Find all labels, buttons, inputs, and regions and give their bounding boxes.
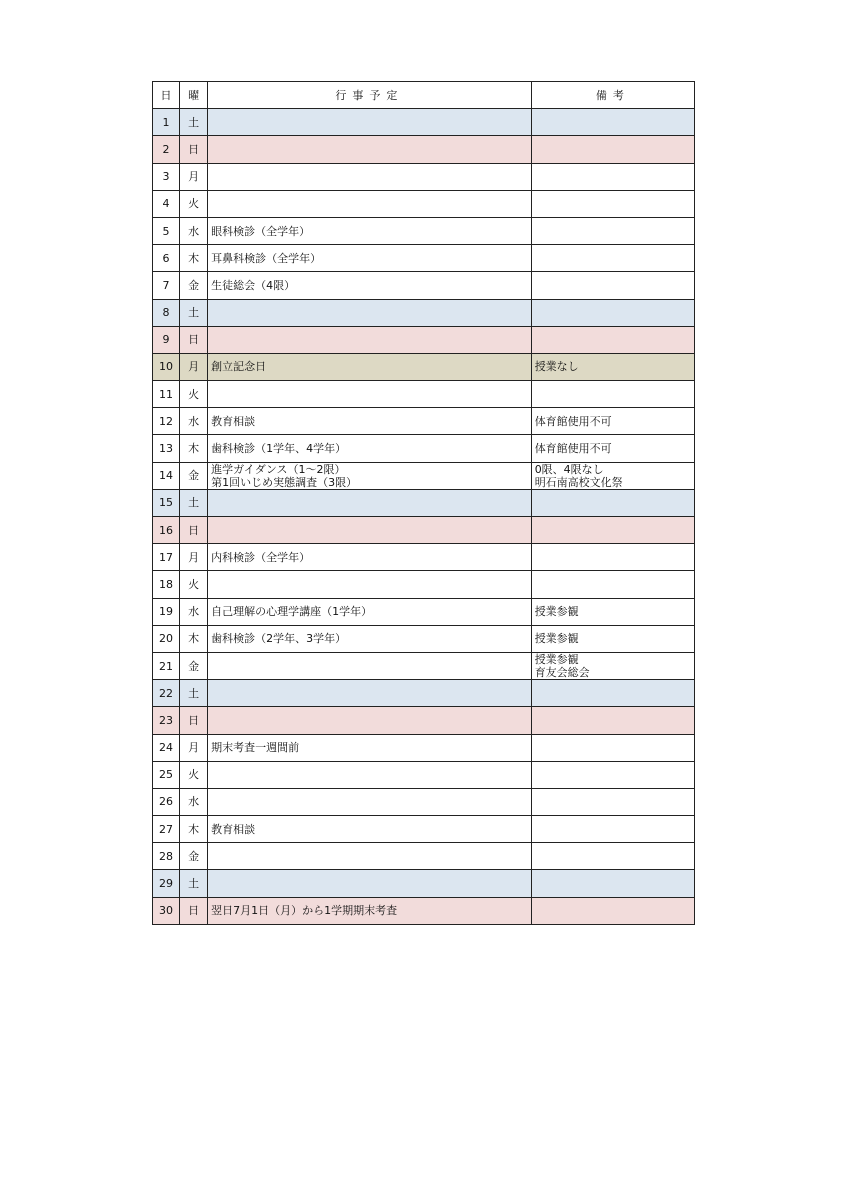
day-cell: 14 <box>153 462 180 489</box>
table-row <box>153 462 695 489</box>
table-row <box>153 109 695 136</box>
notes-cell <box>531 680 694 707</box>
table-row <box>153 571 695 598</box>
events-cell <box>208 816 532 843</box>
note-text: 授業参観 <box>534 605 579 619</box>
header-notes: 備考 <box>531 82 694 109</box>
weekday-cell: 木 <box>180 625 208 652</box>
table-row <box>153 272 695 299</box>
events-cell <box>208 435 532 462</box>
day-cell: 6 <box>153 245 180 272</box>
weekday-cell: 日 <box>180 326 208 353</box>
header-day: 日 <box>153 82 180 109</box>
notes-cell <box>531 462 694 489</box>
weekday-cell: 金 <box>180 462 208 489</box>
table-body <box>153 109 695 925</box>
notes-cell <box>531 843 694 870</box>
header-weekday: 曜 <box>180 82 208 109</box>
events-cell <box>208 788 532 815</box>
event-text: 歯科検診（2学年、3学年） <box>211 632 347 646</box>
event-text: 翌日7月1日（月）から1学期期末考査 <box>211 904 398 918</box>
table-row <box>153 897 695 924</box>
events-cell <box>208 870 532 897</box>
notes-cell <box>531 109 694 136</box>
notes-cell <box>531 489 694 516</box>
notes-cell <box>531 598 694 625</box>
table-row <box>153 761 695 788</box>
event-text: 進学ガイダンス（1～2限） <box>211 462 346 476</box>
events-cell <box>208 544 532 571</box>
day-cell: 16 <box>153 517 180 544</box>
day-cell: 5 <box>153 217 180 244</box>
weekday-cell: 土 <box>180 299 208 326</box>
day-cell: 25 <box>153 761 180 788</box>
day-cell: 27 <box>153 816 180 843</box>
weekday-cell: 土 <box>180 870 208 897</box>
table-row <box>153 870 695 897</box>
event-text: 自己理解の心理学講座（1学年） <box>211 605 373 619</box>
notes-cell <box>531 816 694 843</box>
notes-cell <box>531 408 694 435</box>
header-events: 行事予定 <box>208 82 532 109</box>
note-text: 体育館使用不可 <box>534 442 612 456</box>
event-text: 教育相談 <box>211 822 256 836</box>
note-text: 0限、4限なし <box>534 462 604 476</box>
day-cell: 1 <box>153 109 180 136</box>
weekday-cell: 金 <box>180 272 208 299</box>
weekday-cell: 木 <box>180 435 208 462</box>
day-cell: 20 <box>153 625 180 652</box>
table-row <box>153 625 695 652</box>
day-cell: 18 <box>153 571 180 598</box>
note-text: 授業なし <box>534 360 579 374</box>
table-row <box>153 245 695 272</box>
day-cell: 29 <box>153 870 180 897</box>
events-cell <box>208 326 532 353</box>
weekday-cell: 月 <box>180 544 208 571</box>
events-cell <box>208 625 532 652</box>
table-row <box>153 353 695 380</box>
weekday-cell: 木 <box>180 816 208 843</box>
note-text: 授業参観 <box>534 653 579 667</box>
notes-cell <box>531 625 694 652</box>
weekday-cell: 日 <box>180 897 208 924</box>
table-header <box>153 82 695 109</box>
weekday-cell: 火 <box>180 571 208 598</box>
day-cell: 15 <box>153 489 180 516</box>
notes-cell <box>531 381 694 408</box>
table-row <box>153 136 695 163</box>
table-row <box>153 598 695 625</box>
table-row <box>153 163 695 190</box>
events-cell <box>208 109 532 136</box>
table-row <box>153 788 695 815</box>
day-cell: 3 <box>153 163 180 190</box>
notes-cell <box>531 707 694 734</box>
day-cell: 23 <box>153 707 180 734</box>
events-cell <box>208 136 532 163</box>
event-text: 期末考査一週間前 <box>211 741 300 755</box>
table-row <box>153 217 695 244</box>
notes-cell <box>531 272 694 299</box>
notes-cell <box>531 299 694 326</box>
table-row <box>153 435 695 462</box>
table-row <box>153 734 695 761</box>
table-row <box>153 381 695 408</box>
table-row <box>153 326 695 353</box>
events-cell <box>208 163 532 190</box>
header-row <box>153 82 695 109</box>
weekday-cell: 水 <box>180 788 208 815</box>
table-row <box>153 190 695 217</box>
notes-cell <box>531 544 694 571</box>
events-cell <box>208 272 532 299</box>
weekday-cell: 日 <box>180 517 208 544</box>
notes-cell <box>531 897 694 924</box>
note-text: 明石南高校文化祭 <box>534 475 623 489</box>
events-cell <box>208 217 532 244</box>
events-cell <box>208 897 532 924</box>
event-text: 第1回いじめ実態調査（3限） <box>211 475 358 489</box>
events-cell <box>208 680 532 707</box>
table-row <box>153 652 695 679</box>
table-row <box>153 680 695 707</box>
events-cell <box>208 245 532 272</box>
day-cell: 26 <box>153 788 180 815</box>
day-cell: 24 <box>153 734 180 761</box>
day-cell: 12 <box>153 408 180 435</box>
events-cell <box>208 517 532 544</box>
schedule-table <box>152 81 695 925</box>
notes-cell <box>531 353 694 380</box>
events-cell <box>208 734 532 761</box>
event-text: 眼科検診（全学年） <box>211 224 311 238</box>
day-cell: 8 <box>153 299 180 326</box>
events-cell <box>208 353 532 380</box>
weekday-cell: 金 <box>180 652 208 679</box>
events-cell <box>208 381 532 408</box>
table-row <box>153 408 695 435</box>
events-cell <box>208 707 532 734</box>
events-cell <box>208 489 532 516</box>
day-cell: 10 <box>153 353 180 380</box>
day-cell: 28 <box>153 843 180 870</box>
events-cell <box>208 652 532 679</box>
weekday-cell: 月 <box>180 353 208 380</box>
events-cell <box>208 761 532 788</box>
weekday-cell: 火 <box>180 190 208 217</box>
weekday-cell: 水 <box>180 598 208 625</box>
day-cell: 19 <box>153 598 180 625</box>
notes-cell <box>531 788 694 815</box>
events-cell <box>208 843 532 870</box>
event-text: 生徒総会（4限） <box>211 278 296 292</box>
weekday-cell: 土 <box>180 680 208 707</box>
table-row <box>153 489 695 516</box>
day-cell: 9 <box>153 326 180 353</box>
table-row <box>153 299 695 326</box>
event-text: 教育相談 <box>211 414 256 428</box>
table-row <box>153 517 695 544</box>
note-text: 体育館使用不可 <box>534 414 612 428</box>
day-cell: 2 <box>153 136 180 163</box>
table-row <box>153 707 695 734</box>
notes-cell <box>531 734 694 761</box>
notes-cell <box>531 870 694 897</box>
weekday-cell: 月 <box>180 163 208 190</box>
event-text: 歯科検診（1学年、4学年） <box>211 442 347 456</box>
events-cell <box>208 299 532 326</box>
day-cell: 22 <box>153 680 180 707</box>
events-cell <box>208 408 532 435</box>
day-cell: 11 <box>153 381 180 408</box>
event-text: 創立記念日 <box>211 360 267 374</box>
note-text: 授業参観 <box>534 632 579 646</box>
weekday-cell: 土 <box>180 109 208 136</box>
notes-cell <box>531 163 694 190</box>
day-cell: 13 <box>153 435 180 462</box>
weekday-cell: 水 <box>180 217 208 244</box>
table-row <box>153 816 695 843</box>
weekday-cell: 水 <box>180 408 208 435</box>
table-row <box>153 843 695 870</box>
notes-cell <box>531 217 694 244</box>
events-cell <box>208 190 532 217</box>
day-cell: 17 <box>153 544 180 571</box>
weekday-cell: 月 <box>180 734 208 761</box>
weekday-cell: 木 <box>180 245 208 272</box>
day-cell: 30 <box>153 897 180 924</box>
weekday-cell: 土 <box>180 489 208 516</box>
weekday-cell: 金 <box>180 843 208 870</box>
notes-cell <box>531 571 694 598</box>
notes-cell <box>531 190 694 217</box>
day-cell: 7 <box>153 272 180 299</box>
events-cell <box>208 571 532 598</box>
weekday-cell: 日 <box>180 707 208 734</box>
notes-cell <box>531 517 694 544</box>
notes-cell <box>531 435 694 462</box>
day-cell: 21 <box>153 652 180 679</box>
day-cell: 4 <box>153 190 180 217</box>
weekday-cell: 日 <box>180 136 208 163</box>
event-text: 耳鼻科検診（全学年） <box>211 251 322 265</box>
notes-cell <box>531 136 694 163</box>
notes-cell <box>531 652 694 679</box>
note-text: 育友会総会 <box>534 666 590 680</box>
notes-cell <box>531 245 694 272</box>
events-cell <box>208 598 532 625</box>
notes-cell <box>531 326 694 353</box>
events-cell <box>208 462 532 489</box>
table-row <box>153 544 695 571</box>
notes-cell <box>531 761 694 788</box>
weekday-cell: 火 <box>180 381 208 408</box>
event-text: 内科検診（全学年） <box>211 550 311 564</box>
weekday-cell: 火 <box>180 761 208 788</box>
